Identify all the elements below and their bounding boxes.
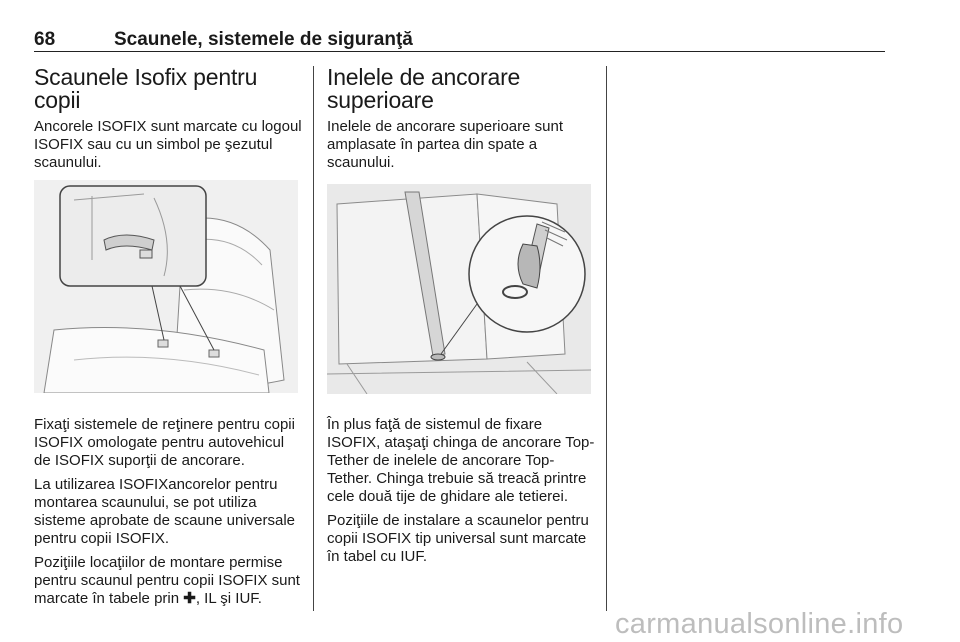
paragraph: Ancorele ISOFIX sunt marcate cu logoul ISOFIX sau cu un simbol pe şezutul scaunului.: [34, 118, 302, 171]
column-divider: [606, 66, 607, 611]
paragraph: Poziţiile de instalare a scaunelor pentru copii ISOFIX tip universal sunt marcate în tabel cu IUF.: [327, 512, 589, 565]
paragraph-positions: [34, 554, 302, 608]
paragraph-text: Poziţiile locaţiilor de montare permise pentru scaunul pentru copii ISOFIX sunt marcate în tabele prin: [34, 554, 300, 607]
isofix-seat-drawing: [34, 180, 298, 393]
section-heading-isofix: Scaunele Isofix pentru copii: [34, 64, 258, 113]
page-header: [34, 29, 885, 52]
watermark: carmanualsonline.info: [615, 608, 904, 640]
isofix-plus-symbol: ✚: [183, 590, 196, 607]
running-title: Scaunele, sistemele de siguranţă: [114, 29, 413, 50]
isofix-anchor-illustration: [34, 180, 298, 393]
column-isofix: [34, 66, 302, 614]
column-top-tether: [327, 66, 595, 572]
top-tether-illustration: [327, 184, 591, 394]
paragraph: La utilizarea ISOFIXancorelor pentru montarea scaunului, se pot utiliza sisteme aprobate de scaune universale pentru copii ISOFIX.: [34, 476, 295, 547]
paragraph: Fixaţi sistemele de reţinere pentru copii ISOFIX omologate pentru autovehicul de ISOFIX suporţii de ancorare.: [34, 416, 295, 469]
top-tether-drawing: [327, 184, 591, 394]
page-number: 68: [34, 29, 56, 50]
section-heading-top-tether: Inelele de ancorare superioare: [327, 64, 521, 113]
column-divider: [313, 66, 314, 611]
paragraph: În plus faţă de sistemul de fixare ISOFIX, ataşaţi chinga de ancorare Top-Tether de inelele de ancorare Top-Tether. Chinga trebuie să treacă printre cele două tije de ghidare ale tetierei.: [327, 416, 595, 505]
paragraph-text: , IL şi IUF.: [195, 590, 262, 607]
paragraph: Inelele de ancorare superioare sunt amplasate în partea din spate a scaunului.: [327, 118, 563, 171]
